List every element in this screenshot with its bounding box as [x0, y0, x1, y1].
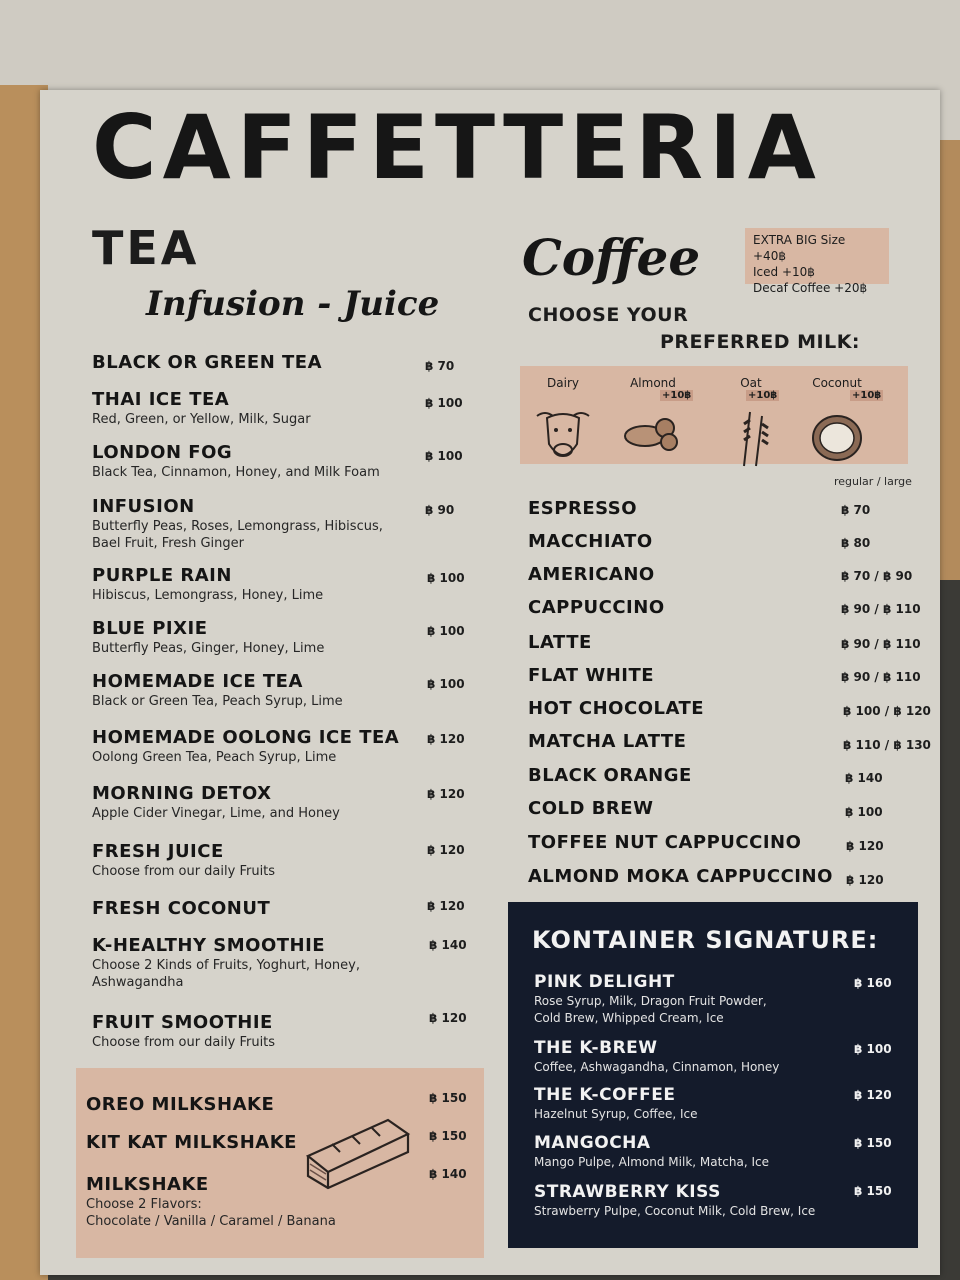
item-price: ฿ 120	[427, 787, 465, 801]
signature-heading: KONTAINER SIGNATURE:	[532, 926, 879, 954]
item-name: BLACK OR GREEN TEA	[92, 352, 323, 373]
milk-option-oat	[706, 376, 796, 468]
item-price: ฿ 120	[854, 1088, 892, 1102]
menu-item	[534, 1182, 815, 1220]
menu-item	[92, 496, 383, 552]
menu-item	[92, 565, 323, 604]
item-price: ฿ 150	[854, 1184, 892, 1198]
milk-upcharge: +10฿	[748, 390, 778, 401]
item-price: ฿ 90	[425, 503, 455, 517]
item-price: ฿ 120	[427, 732, 465, 746]
item-desc: Mango Pulpe, Almond Milk, Matcha, Ice	[534, 1155, 770, 1169]
item-desc: Choose 2 Kinds of Fruits, Yoghurt, Honey,	[92, 958, 360, 973]
menu-item	[86, 1132, 297, 1154]
item-desc: Red, Green, or Yellow, Milk, Sugar	[92, 412, 311, 427]
item-price: ฿ 160	[854, 976, 892, 990]
item-desc: Coffee, Ashwagandha, Cinnamon, Honey	[534, 1060, 780, 1074]
item-name: HOT CHOCOLATE	[528, 698, 705, 719]
tea-heading: TEA	[92, 221, 200, 275]
milk-upcharge: +10฿	[662, 390, 692, 401]
item-name: FRESH COCONUT	[92, 898, 271, 919]
item-price: ฿ 90 / ฿ 110	[841, 637, 921, 651]
item-price: ฿ 120	[427, 899, 465, 913]
coconut-icon	[805, 406, 869, 464]
item-desc: Hibiscus, Lemongrass, Honey, Lime	[92, 588, 324, 603]
item-name: CAPPUCCINO	[528, 597, 665, 618]
milk-label: Dairy	[547, 376, 579, 390]
menu-item	[92, 352, 322, 374]
milkshake-box	[76, 1068, 484, 1258]
item-price: ฿ 70 / ฿ 90	[841, 569, 913, 583]
item-name: K-HEALTHY SMOOTHIE	[92, 935, 326, 956]
almond-icon	[621, 406, 685, 456]
item-price: ฿ 80	[841, 536, 871, 550]
extra-option: Decaf Coffee +20฿	[753, 281, 868, 295]
extra-option: Iced +10฿	[753, 265, 815, 279]
item-price: ฿ 100	[425, 449, 463, 463]
item-desc: Choose from our daily Fruits	[92, 864, 276, 879]
extras-box	[745, 228, 889, 295]
item-desc: Ashwagandha	[92, 975, 184, 990]
item-name: HOMEMADE ICE TEA	[92, 671, 303, 692]
item-price: ฿ 140	[845, 771, 883, 785]
menu-item	[92, 618, 324, 657]
extra-option: EXTRA BIG Size +40฿	[753, 233, 846, 263]
menu-item	[92, 1012, 275, 1051]
milk-label: Oat	[740, 376, 762, 390]
item-price: ฿ 120	[427, 843, 465, 857]
cow-icon	[531, 406, 595, 468]
milk-upcharge: +10฿	[852, 390, 882, 401]
item-desc: Black or Green Tea, Peach Syrup, Lime	[92, 694, 343, 709]
item-name: COLD BREW	[528, 798, 654, 819]
milk-options-box	[520, 366, 908, 464]
item-name: ESPRESSO	[528, 498, 638, 519]
item-name: HOMEMADE OOLONG ICE TEA	[92, 727, 400, 748]
item-name: LONDON FOG	[92, 442, 233, 463]
milk-option-coconut	[792, 376, 882, 464]
item-price: ฿ 140	[429, 938, 467, 952]
item-name: PINK DELIGHT	[534, 972, 675, 992]
item-price: ฿ 70	[841, 503, 871, 517]
item-price: ฿ 150	[854, 1136, 892, 1150]
item-name: TOFFEE NUT CAPPUCCINO	[528, 832, 802, 853]
menu-item	[92, 935, 360, 991]
item-name: AMERICANO	[528, 564, 655, 585]
item-desc: Bael Fruit, Fresh Ginger	[92, 536, 244, 551]
item-price: ฿ 100	[427, 624, 465, 638]
oat-icon	[726, 406, 776, 468]
item-desc: Choose from our daily Fruits	[92, 1035, 276, 1050]
item-name: MILKSHAKE	[86, 1174, 209, 1195]
item-name: MANGOCHA	[534, 1133, 651, 1153]
item-name: OREO MILKSHAKE	[86, 1094, 275, 1115]
menu-item	[534, 1038, 779, 1076]
item-name: FLAT WHITE	[528, 665, 655, 686]
item-desc: Butterfly Peas, Ginger, Honey, Lime	[92, 641, 325, 656]
item-price: ฿ 100 / ฿ 120	[843, 704, 931, 718]
menu-item	[92, 841, 275, 880]
menu-title: CAFFETTERIA	[92, 96, 822, 199]
item-name: KIT KAT MILKSHAKE	[86, 1132, 297, 1153]
menu-item	[92, 389, 311, 428]
item-name: MATCHA LATTE	[528, 731, 687, 752]
item-desc: Choose 2 Flavors:	[86, 1197, 202, 1212]
menu-item	[534, 972, 767, 1027]
preferred-milk-label: PREFERRED MILK:	[660, 331, 861, 353]
item-desc: Strawberry Pulpe, Coconut Milk, Cold Brew, Ice	[534, 1204, 816, 1218]
item-desc: Oolong Green Tea, Peach Syrup, Lime	[92, 750, 337, 765]
item-desc: Chocolate / Vanilla / Caramel / Banana	[86, 1214, 336, 1229]
item-name: THAI ICE TEA	[92, 389, 230, 410]
item-price: ฿ 120	[429, 1011, 467, 1025]
coffee-heading: Coffee	[522, 228, 701, 287]
item-name: BLUE PIXIE	[92, 618, 208, 639]
item-price: ฿ 110 / ฿ 130	[843, 738, 931, 752]
item-price: ฿ 100	[427, 571, 465, 585]
item-desc: Rose Syrup, Milk, Dragon Fruit Powder,	[534, 994, 767, 1008]
item-price: ฿ 150	[429, 1129, 467, 1143]
item-desc: Butterfly Peas, Roses, Lemongrass, Hibiscus,	[92, 519, 383, 534]
milk-label: Almond	[630, 376, 676, 390]
item-name: ALMOND MOKA CAPPUCCINO	[528, 866, 833, 887]
item-desc: Hazelnut Syrup, Coffee, Ice	[534, 1107, 698, 1121]
item-price: ฿ 100	[425, 396, 463, 410]
menu-item	[86, 1094, 274, 1116]
milk-label: Coconut	[812, 376, 862, 390]
item-name: THE K-BREW	[534, 1038, 658, 1058]
item-desc: Cold Brew, Whipped Cream, Ice	[534, 1011, 724, 1025]
item-price: ฿ 120	[846, 873, 884, 887]
item-name: MORNING DETOX	[92, 783, 272, 804]
item-price: ฿ 90 / ฿ 110	[841, 602, 921, 616]
menu-item	[92, 442, 380, 481]
item-price: ฿ 100	[845, 805, 883, 819]
item-name: BLACK ORANGE	[528, 765, 692, 786]
item-name: MACCHIATO	[528, 531, 653, 552]
item-price: ฿ 100	[427, 677, 465, 691]
milk-option-almond	[608, 376, 698, 456]
item-price: ฿ 90 / ฿ 110	[841, 670, 921, 684]
menu-item	[92, 783, 340, 822]
item-price: ฿ 140	[429, 1167, 467, 1181]
item-price: ฿ 100	[854, 1042, 892, 1056]
menu-item	[92, 671, 343, 710]
infusion-juice-heading: Infusion - Juice	[146, 284, 440, 324]
menu-item	[92, 727, 399, 766]
signature-box	[508, 902, 918, 1248]
item-price: ฿ 150	[429, 1091, 467, 1105]
milk-option-dairy	[518, 376, 608, 468]
choose-milk-label: CHOOSE YOUR	[528, 304, 689, 326]
item-desc: Black Tea, Cinnamon, Honey, and Milk Foam	[92, 465, 380, 480]
item-desc: Apple Cider Vinegar, Lime, and Honey	[92, 806, 340, 821]
size-note: regular / large	[834, 475, 912, 488]
item-name: FRESH JUICE	[92, 841, 224, 862]
item-name: FRUIT SMOOTHIE	[92, 1012, 273, 1033]
item-price: ฿ 70	[425, 359, 455, 373]
menu-item	[534, 1133, 769, 1171]
item-name: LATTE	[528, 632, 592, 653]
menu-item	[534, 1085, 698, 1123]
menu-item	[92, 898, 270, 920]
item-name: INFUSION	[92, 496, 195, 517]
menu-item	[86, 1174, 336, 1230]
item-price: ฿ 120	[846, 839, 884, 853]
item-name: PURPLE RAIN	[92, 565, 232, 586]
chocolate-bar-icon	[302, 1114, 414, 1190]
item-name: STRAWBERRY KISS	[534, 1182, 721, 1202]
item-name: THE K-COFFEE	[534, 1085, 676, 1105]
